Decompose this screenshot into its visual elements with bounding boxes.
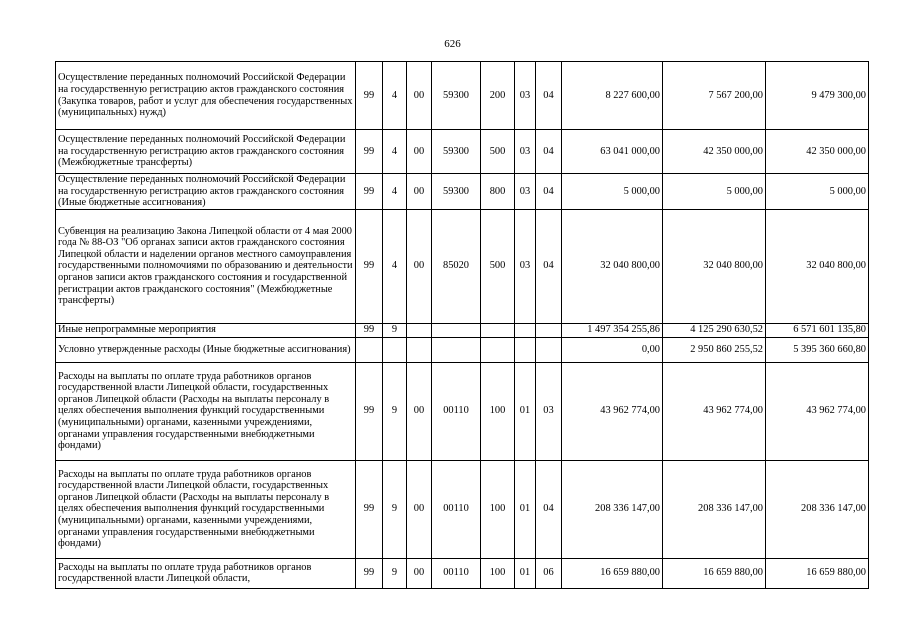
code-section: 01 — [515, 460, 536, 558]
code-program: 99 — [356, 460, 383, 558]
row-name: Расходы на выплаты по оплате труда работников органов государственной власти Липецкой области, — [56, 558, 356, 588]
table-row — [56, 174, 869, 210]
code-section: 01 — [515, 558, 536, 588]
code-direction: 59300 — [432, 174, 481, 210]
row-name: Субвенция на реализацию Закона Липецкой области от 4 мая 2000 года № 88-ОЗ "Об органах записи актов гражданского состояния Липецкой области и наделении органов местного самоуправления государственными полномочиями по образованию и деятельности органов записи актов гражданского состояния и государственной регистрации актов гражданского состояния" (Межбюджетные трансферты) — [56, 209, 356, 323]
code-section — [515, 323, 536, 337]
code-subsection — [536, 323, 562, 337]
row-name: Расходы на выплаты по оплате труда работников органов государственной власти Липецкой области, государственных органов Липецкой области (Расходы на выплаты персоналу в целях обеспечения выполнения функций государственными (муниципальными) органами, казенными учреждениями, органами управления государственными внебюджетными фондами) — [56, 460, 356, 558]
code-program — [356, 337, 383, 362]
amount-year-3: 5 395 360 660,80 — [766, 337, 869, 362]
amount-year-3: 32 040 800,00 — [766, 209, 869, 323]
code-subprogram: 4 — [383, 174, 407, 210]
amount-year-2: 32 040 800,00 — [663, 209, 766, 323]
table-row — [56, 460, 869, 558]
budget-table — [55, 61, 869, 589]
table-body — [56, 62, 869, 589]
code-main-event — [407, 337, 432, 362]
amount-year-3: 43 962 774,00 — [766, 362, 869, 460]
code-expense-type — [481, 337, 515, 362]
amount-year-1: 5 000,00 — [562, 174, 663, 210]
row-name: Иные непрограммные мероприятия — [56, 323, 356, 337]
amount-year-3: 6 571 601 135,80 — [766, 323, 869, 337]
code-subprogram: 9 — [383, 558, 407, 588]
code-main-event: 00 — [407, 209, 432, 323]
amount-year-2: 4 125 290 630,52 — [663, 323, 766, 337]
amount-year-3: 5 000,00 — [766, 174, 869, 210]
code-expense-type: 800 — [481, 174, 515, 210]
code-section: 03 — [515, 62, 536, 130]
amount-year-1: 63 041 000,00 — [562, 130, 663, 174]
code-section: 03 — [515, 174, 536, 210]
code-direction: 00110 — [432, 558, 481, 588]
amount-year-1: 16 659 880,00 — [562, 558, 663, 588]
code-subprogram: 9 — [383, 362, 407, 460]
code-main-event: 00 — [407, 62, 432, 130]
code-expense-type: 500 — [481, 209, 515, 323]
amount-year-3: 9 479 300,00 — [766, 62, 869, 130]
amount-year-2: 16 659 880,00 — [663, 558, 766, 588]
code-expense-type: 500 — [481, 130, 515, 174]
amount-year-2: 43 962 774,00 — [663, 362, 766, 460]
code-section — [515, 337, 536, 362]
amount-year-3: 208 336 147,00 — [766, 460, 869, 558]
table-row — [56, 337, 869, 362]
code-subprogram: 9 — [383, 460, 407, 558]
code-program: 99 — [356, 362, 383, 460]
amount-year-3: 42 350 000,00 — [766, 130, 869, 174]
table-row — [56, 209, 869, 323]
code-direction — [432, 323, 481, 337]
table-row — [56, 323, 869, 337]
code-subprogram: 4 — [383, 209, 407, 323]
code-program: 99 — [356, 558, 383, 588]
amount-year-2: 5 000,00 — [663, 174, 766, 210]
code-program: 99 — [356, 62, 383, 130]
row-name: Осуществление переданных полномочий Российской Федерации на государственную регистрацию актов гражданского состояния (Закупка товаров, работ и услуг для обеспечения государственных (муниципальных) нужд) — [56, 62, 356, 130]
code-program: 99 — [356, 174, 383, 210]
code-subsection: 03 — [536, 362, 562, 460]
amount-year-2: 2 950 860 255,52 — [663, 337, 766, 362]
code-subsection: 04 — [536, 130, 562, 174]
table-row — [56, 558, 869, 588]
code-subsection — [536, 337, 562, 362]
code-direction — [432, 337, 481, 362]
row-name: Условно утвержденные расходы (Иные бюджетные ассигнования) — [56, 337, 356, 362]
code-main-event: 00 — [407, 558, 432, 588]
amount-year-1: 0,00 — [562, 337, 663, 362]
code-subsection: 04 — [536, 460, 562, 558]
code-section: 01 — [515, 362, 536, 460]
code-expense-type: 100 — [481, 460, 515, 558]
code-direction: 00110 — [432, 362, 481, 460]
code-program: 99 — [356, 209, 383, 323]
code-subprogram — [383, 337, 407, 362]
code-main-event: 00 — [407, 460, 432, 558]
code-subprogram: 4 — [383, 62, 407, 130]
row-name: Расходы на выплаты по оплате труда работников органов государственной власти Липецкой области, государственных органов Липецкой области (Расходы на выплаты персоналу в целях обеспечения выполнения функций государственными (муниципальными) органами, казенными учреждениями, органами управления государственными внебюджетными фондами) — [56, 362, 356, 460]
code-expense-type: 100 — [481, 558, 515, 588]
amount-year-1: 1 497 354 255,86 — [562, 323, 663, 337]
code-main-event: 00 — [407, 130, 432, 174]
amount-year-1: 32 040 800,00 — [562, 209, 663, 323]
amount-year-2: 7 567 200,00 — [663, 62, 766, 130]
code-subprogram: 4 — [383, 130, 407, 174]
table-row — [56, 362, 869, 460]
code-main-event: 00 — [407, 174, 432, 210]
code-direction: 85020 — [432, 209, 481, 323]
table-row — [56, 130, 869, 174]
code-program: 99 — [356, 323, 383, 337]
code-expense-type: 200 — [481, 62, 515, 130]
amount-year-1: 208 336 147,00 — [562, 460, 663, 558]
code-main-event — [407, 323, 432, 337]
table-row — [56, 62, 869, 130]
code-direction: 00110 — [432, 460, 481, 558]
code-section: 03 — [515, 130, 536, 174]
code-expense-type: 100 — [481, 362, 515, 460]
amount-year-2: 208 336 147,00 — [663, 460, 766, 558]
code-subsection: 04 — [536, 62, 562, 130]
row-name: Осуществление переданных полномочий Российской Федерации на государственную регистрацию актов гражданского состояния (Межбюджетные трансферты) — [56, 130, 356, 174]
amount-year-1: 43 962 774,00 — [562, 362, 663, 460]
amount-year-3: 16 659 880,00 — [766, 558, 869, 588]
code-subprogram: 9 — [383, 323, 407, 337]
code-main-event: 00 — [407, 362, 432, 460]
row-name: Осуществление переданных полномочий Российской Федерации на государственную регистрацию актов гражданского состояния (Иные бюджетные ассигнования) — [56, 174, 356, 210]
code-expense-type — [481, 323, 515, 337]
code-section: 03 — [515, 209, 536, 323]
amount-year-2: 42 350 000,00 — [663, 130, 766, 174]
code-direction: 59300 — [432, 62, 481, 130]
code-program: 99 — [356, 130, 383, 174]
code-subsection: 04 — [536, 209, 562, 323]
code-subsection: 04 — [536, 174, 562, 210]
code-direction: 59300 — [432, 130, 481, 174]
page-number: 626 — [444, 38, 461, 50]
code-subsection: 06 — [536, 558, 562, 588]
amount-year-1: 8 227 600,00 — [562, 62, 663, 130]
